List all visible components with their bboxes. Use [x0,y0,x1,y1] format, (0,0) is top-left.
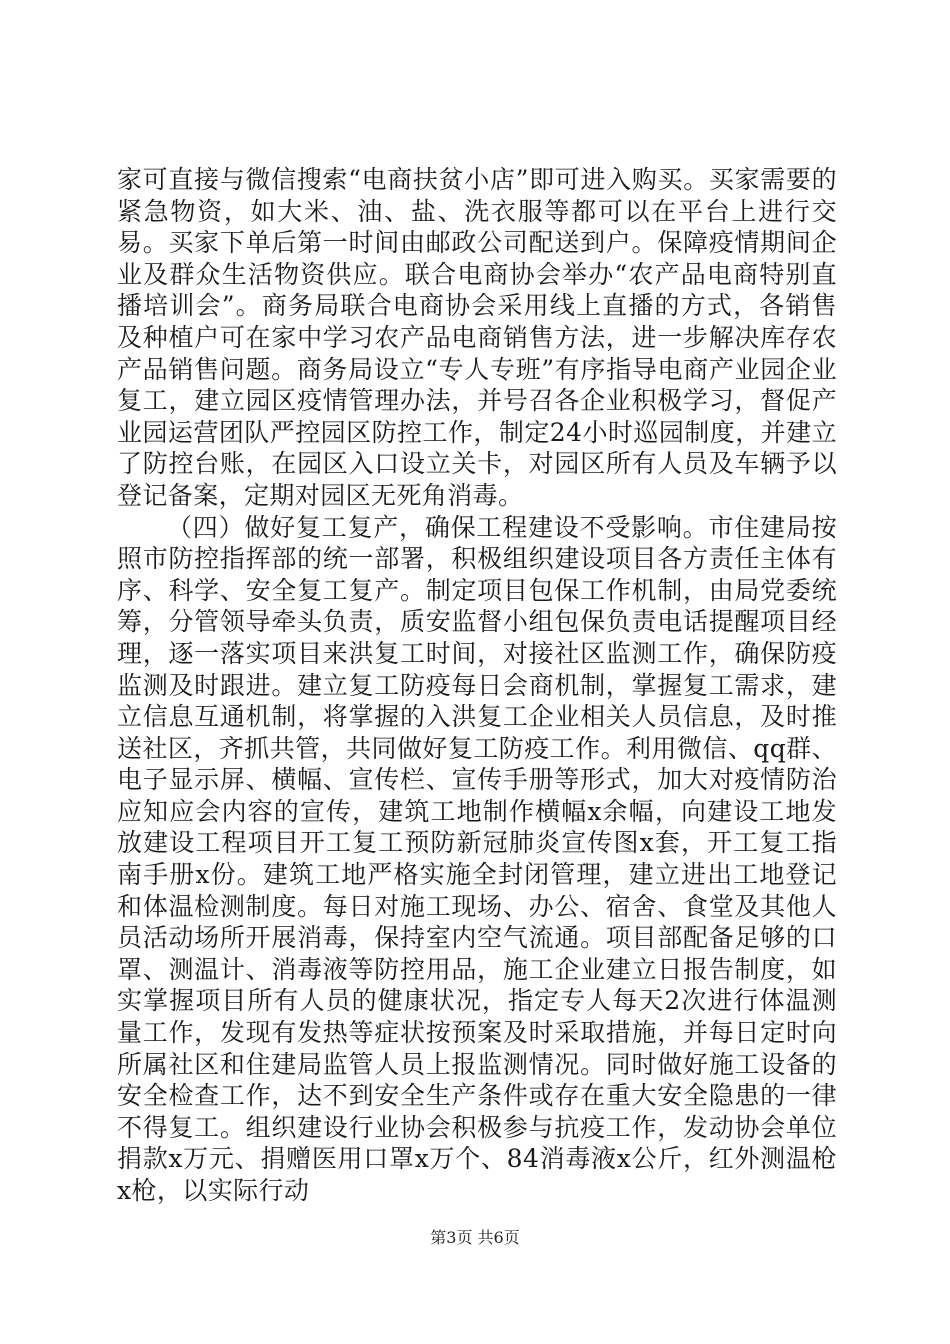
page-footer: 第3页 共6页 [430,1228,520,1247]
document-body [117,164,837,1207]
paragraph-resume-work: （四）做好复工复产，确保工程建设不受影响。市住建局按照市防控指挥部的统一部署，积极组织建设项目各方责任主体有序、科学、安全复工复产。制定项目包保工作机制，由局党委统筹，分管领导牵头负责，质安监督小组包保负责电话提醒项目经理，逐一落实项目来洪复工时间，对接社区监测工作，确保防疫监测及时跟进。建立复工防疫每日会商机制，掌握复工需求，建立信息互通机制，将掌握的入洪复工企业相关人员信息，及时推送社区，齐抓共管，共同做好复工防疫工作。利用微信、qq群、电子显示屏、横幅、宣传栏、宣传手册等形式，加大对疫情防治应知应会内容的宣传，建筑工地制作横幅x余幅，向建设工地发放建设工程项目开工复工预防新冠肺炎宣传图x套，开工复工指南手册x份。建筑工地严格实施全封闭管理，建立进出工地登记和体温检测制度。每日对施工现场、办公、宿舍、食堂及其他人员活动场所开展消毒，保持室内空气流通。项目部配备足够的口罩、测温计、消毒液等防控用品，施工企业建立日报告制度，如实掌握项目所有人员的健康状况，指定专人每天2次进行体温测量工作，发现有发热等症状按预案及时采取措施，并每日定时向所属社区和住建局监管人员上报监测情况。同时做好施工设备的安全检查工作，达不到安全生产条件或存在重大安全隐患的一律不得复工。组织建设行业协会积极参与抗疫工作，发动协会单位捐款x万元、捐赠医用口罩x万个、84消毒液x公斤，红外测温枪x枪，以实际行动 [117,512,837,1205]
paragraph-ecommerce: 家可直接与微信搜索“电商扶贫小店”即可进入购买。买家需要的紧急物资，如大米、油、盐、洗衣服等都可以在平台上进行交易。买家下单后第一时间由邮政公司配送到户。保障疫情期间企业及群众生活物资供应。联合电商协会举办“农产品电商特别直播培训会”。商务局联合电商协会采用线上直播的方式，各销售及种植户可在家中学习农产品电商销售方法，进一步解决库存农产品销售问题。商务局设立“专人专班”有序指导电商产业园企业复工，建立园区疫情管理办法，并号召各企业积极学习，督促产业园运营团队严控园区防控工作，制定24小时巡园制度，并建立了防控台账，在园区入口设立关卡，对园区所有人员及车辆予以登记备案，定期对园区无死角消毒。 [117,165,837,510]
